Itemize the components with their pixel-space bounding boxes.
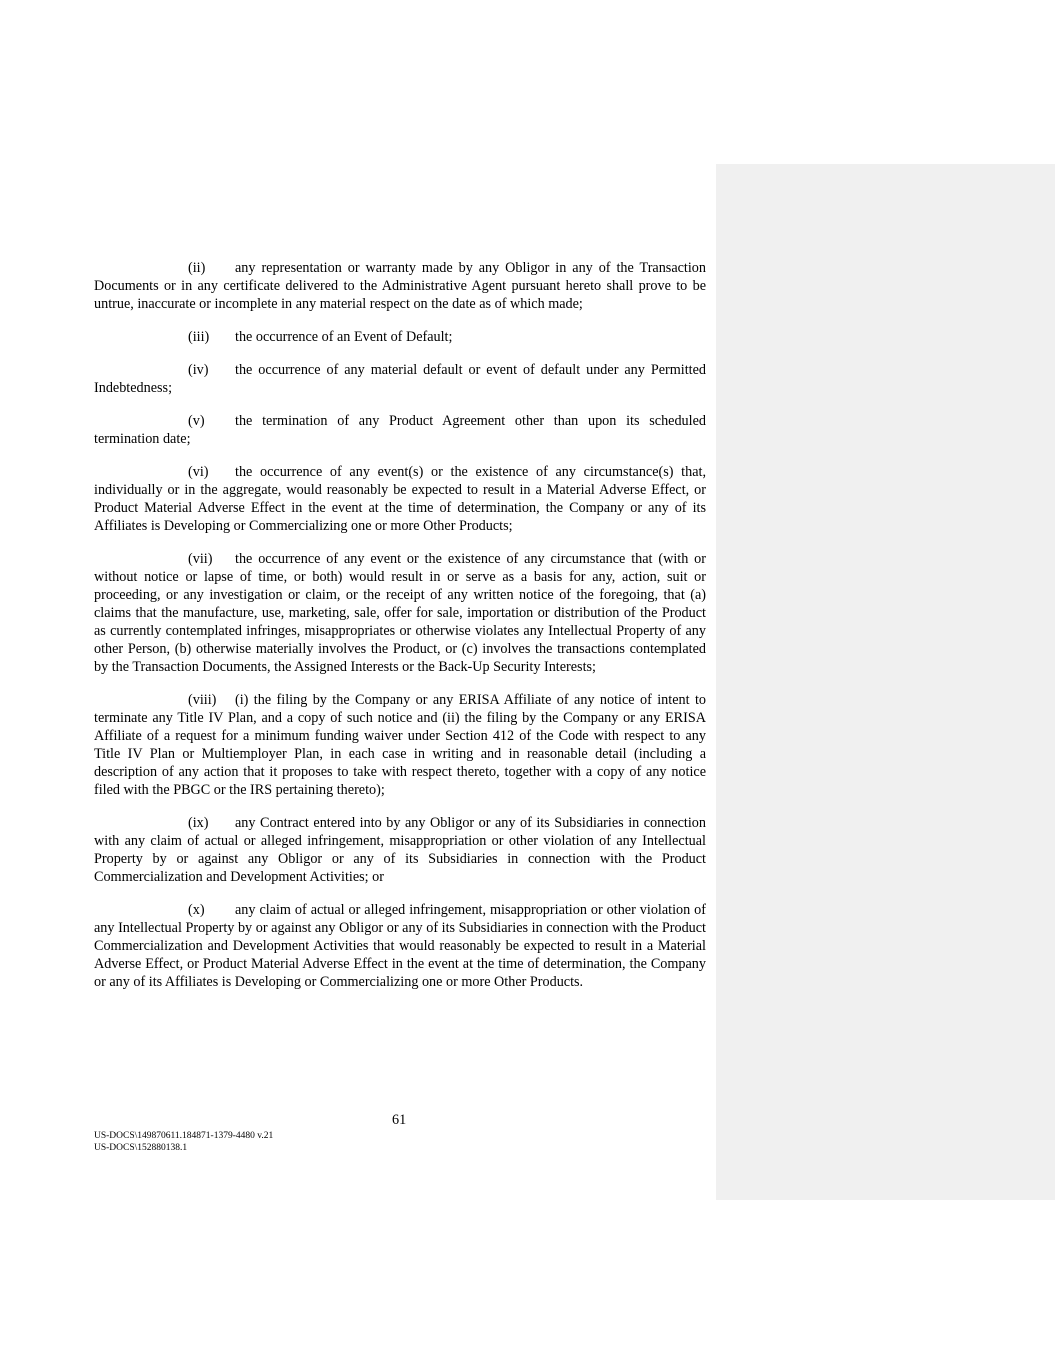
paragraph-number: (iii) <box>188 329 210 345</box>
comments-pane <box>716 164 1055 1200</box>
paragraph-text: the occurrence of any event or the existence of any circumstance that (with or without notice or lapse of time, or both) would result in or serve as a basis for any, action, suit or proceeding, or any investigation or claim, or the receipt of any written notice of the foregoing, that (a) claims that the manufacture, use, marketing, sale, offer for sale, importation or distribution of the Product as currently contemplated infringes, misappropriates or otherwise violates any Intellectual Property of any other Person, (b) otherwise materially involves the Product, or (c) involves the transactions contemplated by the Transaction Documents, the Assigned Interests or the Back-Up Security Interests; <box>94 551 706 675</box>
paragraph-ix <box>94 814 706 886</box>
paragraph-number: (ix) <box>188 815 209 831</box>
paragraph-number: (ii) <box>188 260 206 276</box>
paragraph-x <box>94 901 706 991</box>
paragraph-iv <box>94 361 706 397</box>
paragraph-vii <box>94 550 706 676</box>
paragraph-viii <box>94 691 706 799</box>
paragraph-text: the occurrence of any event(s) or the existence of any circumstance(s) that, individually or in the aggregate, would reasonably be expected to result in a Material Adverse Effect, or Product Material Adverse Effect in the event at the time of determination, the Company or any of its Affiliates is Developing or Commercializing one or more Other Products; <box>94 464 706 534</box>
paragraph-number: (x) <box>188 902 205 918</box>
page-number: 61 <box>392 1112 407 1128</box>
document-id: US-DOCS\152880138.1 <box>94 1143 188 1153</box>
paragraph-text: any Contract entered into by any Obligor or any of its Subsidiaries in connection with any claim of actual or alleged infringement, misappropriation or other violation of any Intellectual Property by or against any Obligor or any of its Subsidiaries in connection with the Product Commercialization and Development Activities; or <box>94 815 706 885</box>
paragraph-iii <box>94 328 706 346</box>
document-id: US-DOCS\149870611.184871-1379-4480 v.21 <box>94 1131 274 1141</box>
paragraph-text: the occurrence of any material default or event of default under any Permitted Indebtedness; <box>94 362 706 396</box>
document-body <box>94 259 706 1006</box>
paragraph-number: (vi) <box>188 464 209 480</box>
paragraph-number: (iv) <box>188 362 209 378</box>
paragraph-ii <box>94 259 706 313</box>
paragraph-number: (v) <box>188 413 205 429</box>
paragraph-number: (vii) <box>188 551 213 567</box>
paragraph-text: any claim of actual or alleged infringement, misappropriation or other violation of any Intellectual Property by or against any Obligor or any of its Subsidiaries in connection with the Product Commercialization and Development Activities that would reasonably be expected to result in a Material Adverse Effect, or Product Material Adverse Effect in the event at the time of determination, the Company or any of its Affiliates is Developing or Commercializing one or more Other Products. <box>94 902 706 990</box>
paragraph-text: any representation or warranty made by any Obligor in any of the Transaction Documents or in any certificate delivered to the Administrative Agent pursuant hereto shall prove to be untrue, inaccurate or incomplete in any material respect on the date as of which made; <box>94 260 706 312</box>
paragraph-text: (i) the filing by the Company or any ERISA Affiliate of any notice of intent to terminate any Title IV Plan, and a copy of such notice and (ii) the filing by the Company or any ERISA Affiliate of a request for a minimum funding waiver under Section 412 of the Code with respect to any Title IV Plan or Multiemployer Plan, in each case in writing and in reasonable detail (including a description of any action that it proposes to take with respect thereto, together with a copy of any notice filed with the PBGC or the IRS pertaining thereto); <box>94 692 706 798</box>
paragraph-text: the occurrence of an Event of Default; <box>235 329 453 345</box>
paragraph-vi <box>94 463 706 535</box>
paragraph-number: (viii) <box>188 692 217 708</box>
paragraph-v <box>94 412 706 448</box>
paragraph-text: the termination of any Product Agreement other than upon its scheduled termination date; <box>94 413 706 447</box>
